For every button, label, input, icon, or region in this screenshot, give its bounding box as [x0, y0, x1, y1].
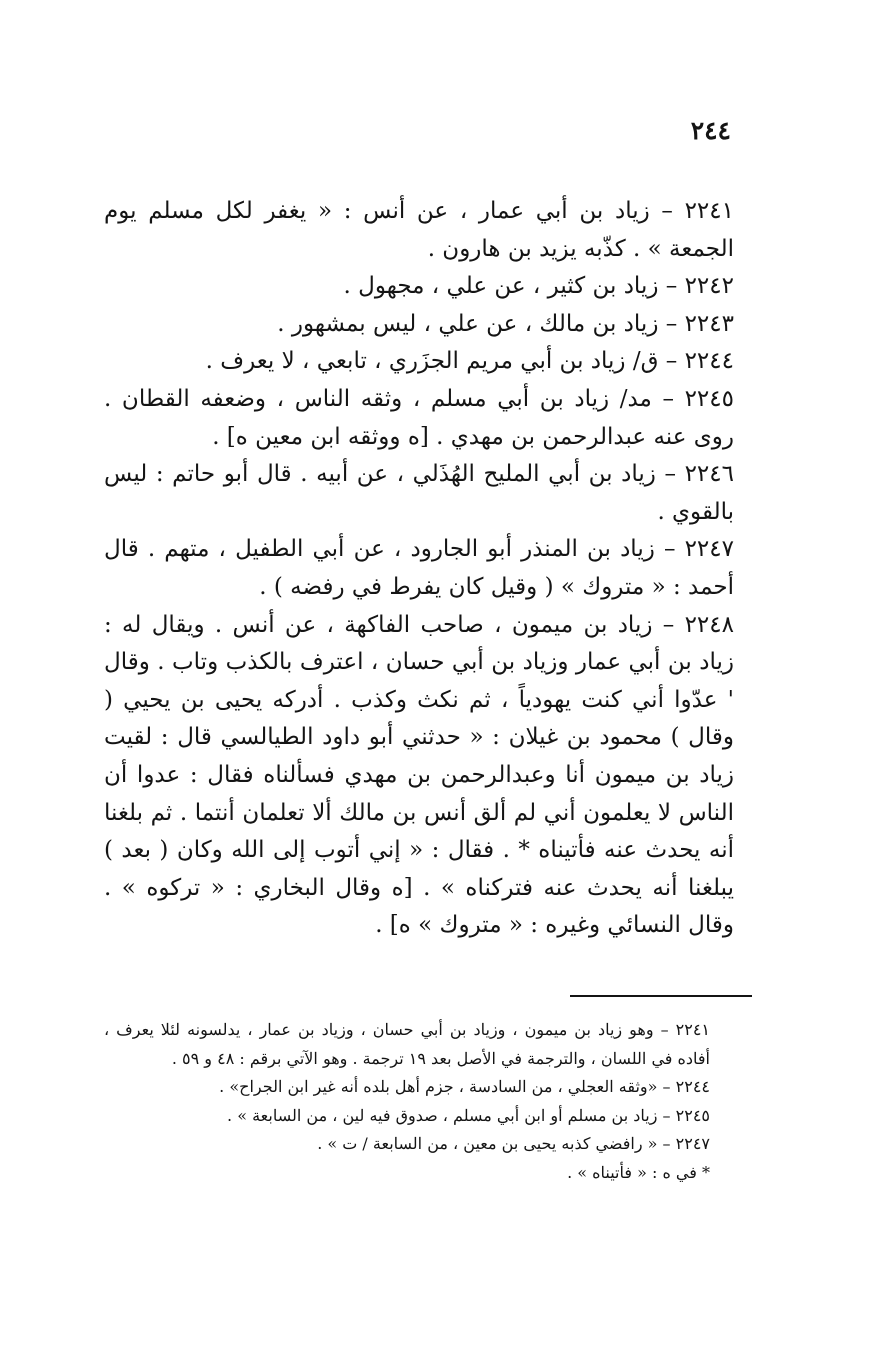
entry-2243: ٢٢٤٣ – زياد بن مالك ، عن علي ، ليس بمشهور .	[277, 310, 734, 337]
entry-2247: ٢٢٤٧ – زياد بن المنذر أبو الجارود ، عن أبي الطفيل ، متهم . قال أحمد : « متروك » ( وقيل كان يفرط في رفضه ) .	[104, 536, 734, 600]
footnote-asterisk: * في ه : « فأتيناه » .	[567, 1162, 710, 1182]
footnote-divider	[570, 995, 752, 997]
entry-2244: ٢٢٤٤ – ق/ زياد بن أبي مريم الجزَري ، تابعي ، لا يعرف .	[205, 348, 734, 375]
page-number: ٢٤٤	[690, 116, 731, 145]
entry-2248: ٢٢٤٨ – زياد بن ميمون ، صاحب الفاكهة ، عن أنس . ويقال له : زياد بن أبي عمار وزياد بن أبي حسان ، اعترف بالكذب وتاب . وقال ' عدّوا أني كنت يهودياً ، ثم نكث وكذب . أدركه يحيى بن يحيي ( وقال ) محمود بن غيلان : « حدثني أبو داود الطيالسي قال : لقيت زياد بن ميمون أنا وعبدالرحمن بن مهدي فسألناه فقال : عدوا أن الناس لا يعلمون أني لم ألق أنس بن مالك ألا تعلمان أنتما . ثم بلغنا أنه يحدث عنه فأتيناه * . فقال : « إني أتوب إلى الله وكان ( بعد ) يبلغنا أنه يحدث عنه فتركناه » . [ه وقال البخاري : « تركوه » . وقال النسائي وغيره : « متروك » ه] .	[104, 611, 734, 939]
footnote-2241: ٢٢٤١ – وهو زياد بن ميمون ، وزياد بن أبي حسان ، وزياد بن عمار ، يدلسونه لئلا يعرف ، أفاده في اللسان ، والترجمة في الأصل بعد ١٩ ترجمة . وهو الآتي برقم : ٤٨ و ٥٩ .	[104, 1020, 710, 1068]
entry-2245: ٢٢٤٥ – مد/ زياد بن أبي مسلم ، وثقه الناس ، وضعفه القطان . روى عنه عبدالرحمن بن مهدي . [ه ووثقه ابن معين ه] .	[104, 385, 734, 450]
entry-2246: ٢٢٤٦ – زياد بن أبي المليح الهُذَلي ، عن أبيه . قال أبو حاتم : ليس بالقوي .	[104, 461, 734, 525]
main-text	[104, 193, 734, 945]
footnote-2247: ٢٢٤٧ – « رافضي كذبه يحيى بن معين ، من السابعة / ت » .	[317, 1134, 710, 1153]
entry-2241: ٢٢٤١ – زياد بن أبي عمار ، عن أنس : « يغفر لكل مسلم يوم الجمعة » . كذّبه يزيد بن هارون .	[104, 198, 734, 262]
footnotes	[104, 1016, 710, 1187]
footnote-2245: ٢٢٤٥ – زياد بن مسلم أو ابن أبي مسلم ، صدوق فيه لين ، من السابعة » .	[227, 1105, 710, 1125]
entry-2242: ٢٢٤٢ – زياد بن كثير ، عن علي ، مجهول .	[343, 273, 734, 300]
footnote-2244: ٢٢٤٤ – «وثقه العجلي ، من السادسة ، جزم أهل بلده أنه غير ابن الجراح» .	[219, 1077, 710, 1096]
